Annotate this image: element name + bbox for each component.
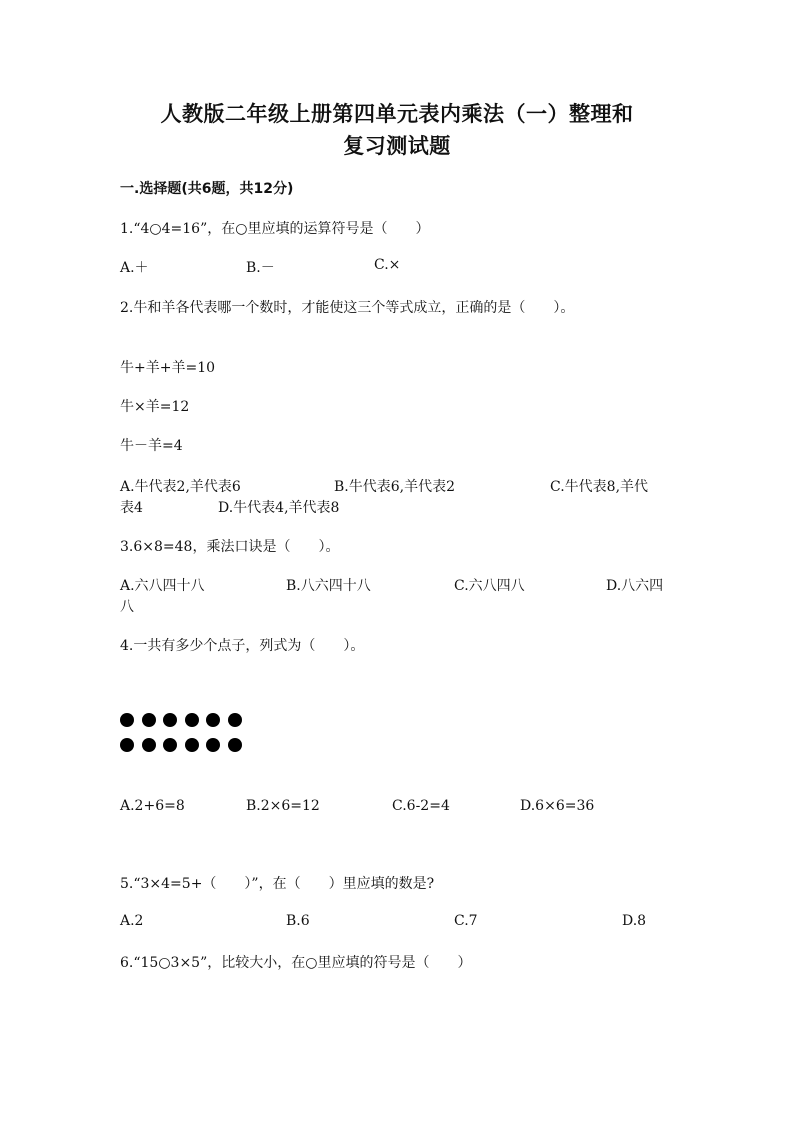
- question-4-option-a: A.2+6=8: [120, 798, 185, 814]
- question-4-option-b: B.2×6=12: [246, 798, 320, 814]
- question-4-option-d: D.6×6=36: [520, 798, 595, 814]
- dot: [120, 738, 134, 752]
- question-2-equation-2: 牛×羊=12: [120, 399, 190, 415]
- question-4-option-c: C.6-2=4: [392, 798, 450, 814]
- question-1-option-a: A.＋: [120, 260, 149, 276]
- question-3-option-d-continued: 八: [120, 599, 134, 615]
- dot: [206, 738, 220, 752]
- dot: [228, 738, 242, 752]
- dot: [206, 713, 220, 727]
- question-5-option-d: D.8: [622, 913, 647, 929]
- question-3-option-c: C.六八四八: [454, 578, 525, 594]
- question-1-option-c: C.×: [374, 257, 401, 273]
- question-3-option-d: D.八六四: [606, 578, 664, 594]
- page-title-line-2: 复习测试题: [343, 134, 451, 158]
- question-3-option-b: B.八六四十八: [286, 578, 371, 594]
- dot-row: [120, 735, 249, 755]
- dot: [120, 713, 134, 727]
- dot-row: [120, 710, 249, 730]
- dot: [228, 713, 242, 727]
- question-6-text: 6.“15○3×5”，比较大小，在○里应填的符号是（ ）: [120, 955, 472, 971]
- question-5-option-b: B.6: [286, 913, 310, 929]
- section-heading: 一.选择题(共6题，共12分): [120, 181, 294, 197]
- question-2-option-c: C.牛代表8,羊代: [550, 479, 649, 495]
- page-title-line-1: 人教版二年级上册第四单元表内乘法（一）整理和: [160, 102, 634, 126]
- question-2-option-c-continued: 表4: [120, 500, 143, 516]
- dot: [185, 738, 199, 752]
- question-1-option-b: B.－: [246, 260, 275, 276]
- question-5-option-c: C.7: [454, 913, 478, 929]
- dot: [185, 713, 199, 727]
- question-2-text: 2.牛和羊各代表哪一个数时，才能使这三个等式成立，正确的是（ ）。: [120, 300, 575, 316]
- question-2-option-d: D.牛代表4,羊代表8: [218, 500, 340, 516]
- question-5-option-a: A.2: [120, 913, 144, 929]
- dot: [142, 738, 156, 752]
- question-2-equation-3: 牛－羊=4: [120, 438, 183, 454]
- question-2-option-b: B.牛代表6,羊代表2: [334, 479, 456, 495]
- dot-grid: [120, 710, 249, 760]
- question-2-option-a: A.牛代表2,羊代表6: [120, 479, 241, 495]
- question-3-option-a: A.六八四十八: [120, 578, 205, 594]
- dot: [142, 713, 156, 727]
- question-5-text: 5.“3×4=5+（ ）”，在（ ）里应填的数是?: [120, 876, 435, 892]
- question-3-text: 3.6×8=48，乘法口诀是（ ）。: [120, 539, 340, 555]
- question-2-equation-1: 牛+羊+羊=10: [120, 360, 216, 376]
- question-4-text: 4.一共有多少个点子，列式为（ ）。: [120, 638, 365, 654]
- dot: [163, 713, 177, 727]
- dot: [163, 738, 177, 752]
- question-1-text: 1.“4○4=16”，在○里应填的运算符号是（ ）: [120, 221, 430, 237]
